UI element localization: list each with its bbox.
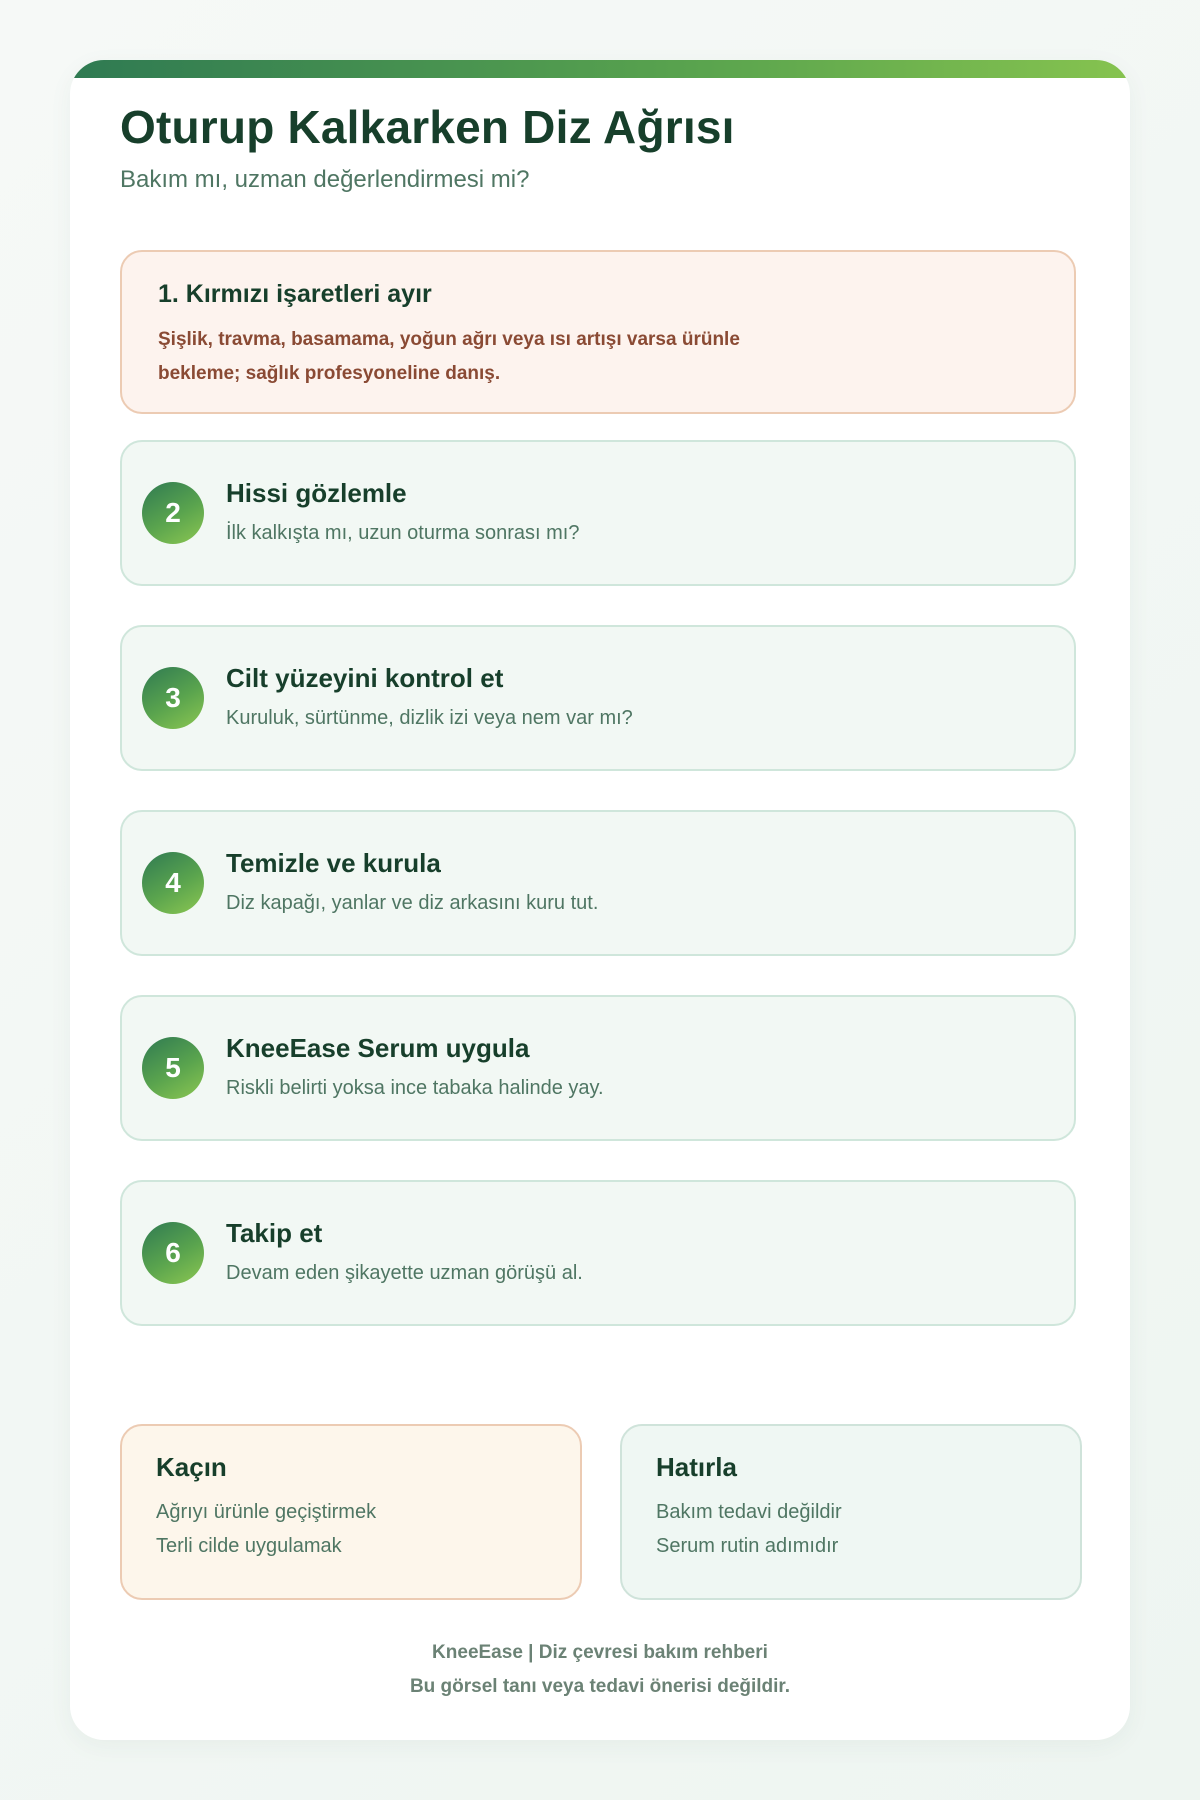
step-card-5 bbox=[120, 995, 1076, 1141]
footer-disclaimer: Bu görsel tanı veya tedavi önerisi değildir. bbox=[409, 1676, 791, 1697]
main-card bbox=[70, 60, 1130, 1740]
footer-brand-line: KneeEase | Diz çevresi bakım rehberi bbox=[432, 1642, 768, 1663]
step-description: İlk kalkışta mı, uzun oturma sonrası mı? bbox=[226, 522, 580, 544]
avoid-box bbox=[120, 1424, 582, 1600]
avoid-title: Kaçın bbox=[156, 1452, 227, 1482]
step-number-badge: 4 bbox=[142, 852, 204, 914]
step-card-3 bbox=[120, 625, 1076, 771]
avoid-item: Terli cilde uygulamak bbox=[156, 1535, 342, 1557]
step-description: Devam eden şikayette uzman görüşü al. bbox=[226, 1262, 583, 1284]
step-description: Riskli belirti yoksa ince tabaka halinde yay. bbox=[226, 1077, 604, 1099]
step-card-4 bbox=[120, 810, 1076, 956]
step-description: Diz kapağı, yanlar ve diz arkasını kuru tut. bbox=[226, 892, 599, 914]
step-title: KneeEase Serum uygula bbox=[226, 1033, 530, 1063]
remember-item: Bakım tedavi değildir bbox=[656, 1501, 842, 1523]
step-number-badge: 5 bbox=[142, 1037, 204, 1099]
red-flags-box bbox=[120, 250, 1076, 414]
step-title: Temizle ve kurula bbox=[226, 848, 441, 878]
remember-item: Serum rutin adımıdır bbox=[656, 1535, 839, 1557]
step-card-2 bbox=[120, 440, 1076, 586]
step-title: Hissi gözlemle bbox=[226, 478, 407, 508]
avoid-item: Ağrıyı ürünle geçiştirmek bbox=[156, 1501, 377, 1523]
page-title: Oturup Kalkarken Diz Ağrısı bbox=[120, 101, 735, 153]
step-card-6 bbox=[120, 1180, 1076, 1326]
step-description: Kuruluk, sürtünme, dizlik izi veya nem var mı? bbox=[226, 707, 633, 729]
remember-box bbox=[620, 1424, 1082, 1600]
red-flags-text: Şişlik, travma, basamama, yoğun ağrı veya ısı artışı varsa ürünle bekleme; sağlık profesyoneline danış. bbox=[158, 329, 740, 384]
step-title: Takip et bbox=[226, 1218, 323, 1248]
top-accent-bar bbox=[70, 60, 1130, 78]
page-subtitle: Bakım mı, uzman değerlendirmesi mi? bbox=[120, 166, 530, 193]
step-number-badge: 2 bbox=[142, 482, 204, 544]
step-number-badge: 6 bbox=[142, 1222, 204, 1284]
remember-title: Hatırla bbox=[656, 1452, 737, 1482]
step-number-badge: 3 bbox=[142, 667, 204, 729]
red-flags-title: 1. Kırmızı işaretleri ayır bbox=[158, 280, 432, 308]
step-title: Cilt yüzeyini kontrol et bbox=[226, 663, 504, 693]
